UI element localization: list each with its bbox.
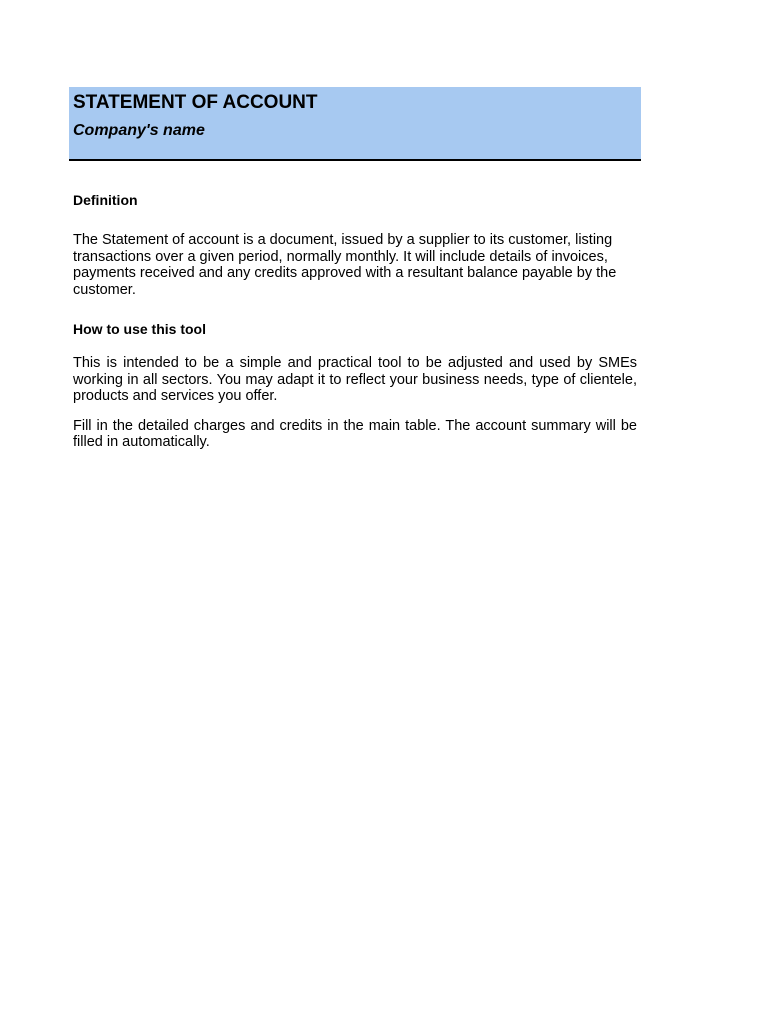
how-to-use-paragraph: Fill in the detailed charges and credits in the main table. The account summary will be filled in automatically. [73, 417, 637, 450]
how-to-use-paragraph: This is intended to be a simple and practical tool to be adjusted and used by SMEs working in all sectors. You may adapt it to reflect your business needs, type of clientele, products and services you offer. [73, 355, 637, 404]
document-header [69, 87, 641, 161]
definition-paragraph: The Statement of account is a document, issued by a supplier to its customer, listing transactions over a given period, normally monthly. It will include details of invoices, payments received and any credits approved with a resultant balance payable by the customer. [73, 232, 617, 298]
how-to-use-heading: How to use this tool [73, 321, 206, 337]
document-title: STATEMENT OF ACCOUNT [73, 92, 318, 113]
definition-heading: Definition [73, 192, 138, 208]
document-body [73, 190, 637, 451]
company-name: Company's name [73, 122, 205, 139]
